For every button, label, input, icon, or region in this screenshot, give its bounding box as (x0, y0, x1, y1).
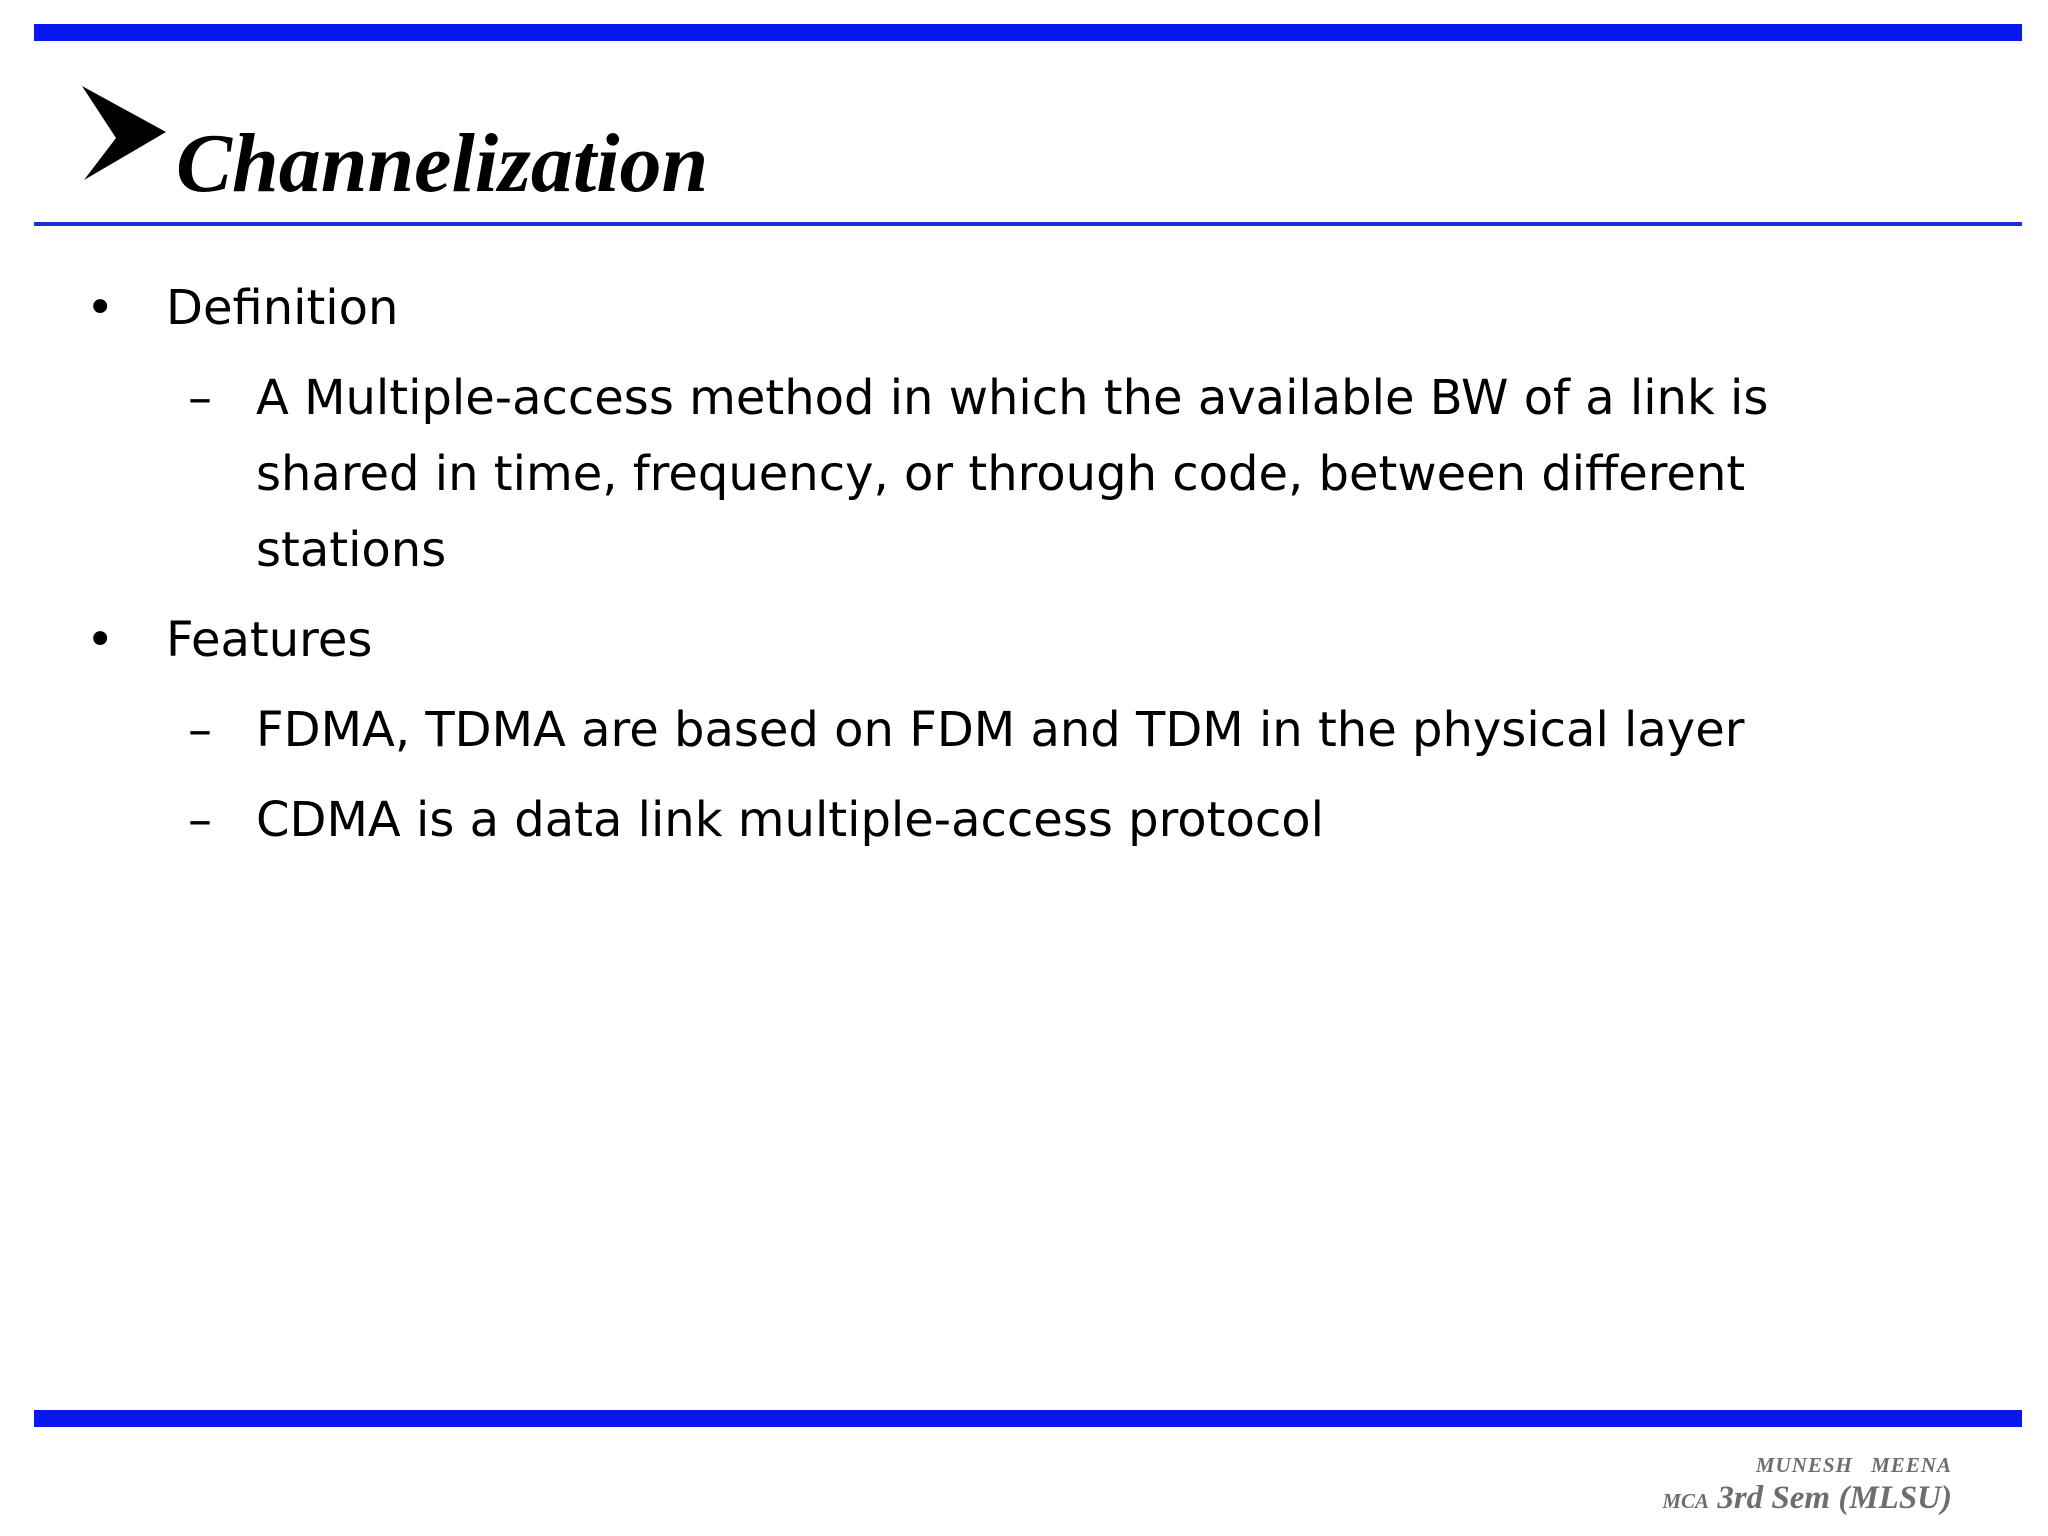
bullet-dot: • (86, 612, 115, 668)
slide-title: Channelization (176, 117, 709, 210)
footer-author: MUNESH MEENA (1755, 1453, 1952, 1477)
bullet-features: Features (166, 612, 373, 668)
bottom-accent-bar (34, 1410, 2022, 1427)
sub-bullet-dash: – (188, 702, 212, 758)
footer-course-prefix: MCA (1662, 1489, 1710, 1513)
bullet-definition: Definition (166, 280, 399, 336)
top-accent-bar (34, 24, 2022, 41)
slide-footer (1662, 1452, 1952, 1521)
definition-line-3: stations (256, 522, 447, 578)
definition-line-2: shared in time, frequency, or through code, between different (256, 446, 1746, 502)
footer-course-name: 3rd Sem (MLSU) (1717, 1480, 1952, 1516)
sub-bullet-dash: – (188, 370, 212, 426)
footer-course (1662, 1478, 1952, 1521)
bullet-dot: • (86, 280, 115, 336)
features-item-2: CDMA is a data link multiple-access protocol (256, 792, 1324, 848)
sub-bullet-dash: – (188, 792, 212, 848)
arrowhead-icon (82, 86, 166, 180)
definition-line-1: A Multiple-access method in which the available BW of a link is (256, 370, 1769, 426)
title-underline (34, 222, 2022, 226)
features-item-1: FDMA, TDMA are based on FDM and TDM in the physical layer (256, 702, 1745, 758)
